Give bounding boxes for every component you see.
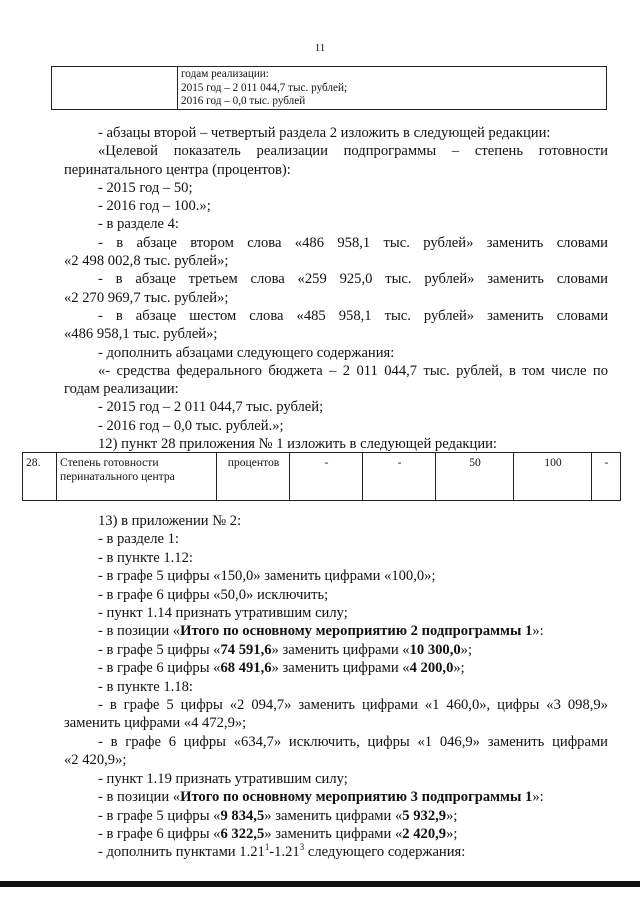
paragraph-line: 13) в приложении № 2: xyxy=(98,513,242,529)
amendments-section-2 xyxy=(64,512,608,862)
unit-cell: процентов xyxy=(217,453,290,501)
paragraph-line: - в графе 6 цифры «68 491,6» заменить цифрами «4 200,0»; xyxy=(98,660,465,677)
paragraph-line: - в абзаце шестом слова «485 958,1 тыс. рублей» заменить словами xyxy=(98,307,608,324)
paragraph-line: «- средства федерального бюджета – 2 011 044,7 тыс. рублей, в том числе по xyxy=(98,362,608,379)
paragraph-line: - в графе 5 цифры «150,0» заменить цифрами «100,0»; xyxy=(98,568,436,585)
paragraph-line: - в графе 5 цифры «2 094,7» заменить цифрами «1 460,0», цифры «3 098,9» xyxy=(98,697,608,714)
paragraph-line: - в абзаце втором слова «486 958,1 тыс. рублей» заменить словами xyxy=(98,234,608,251)
bold-text: Итого по основному мероприятию 2 подпрограммы 1 xyxy=(180,623,533,640)
paragraph-line: «2 420,9»; xyxy=(64,752,127,769)
paragraph-line: - пункт 1.14 признать утратившим силу; xyxy=(98,605,348,622)
bold-text: 4 200,0 xyxy=(409,660,454,677)
scan-edge-bar xyxy=(0,881,640,887)
paragraph-line: - 2016 год – 100.»; xyxy=(98,198,211,215)
value-cell: - xyxy=(592,453,621,501)
paragraph-line: - в разделе 1: xyxy=(98,531,179,548)
paragraph-line: - пункт 1.19 признать утратившим силу; xyxy=(98,770,348,787)
bold-text: 10 300,0 xyxy=(409,641,461,658)
paragraph-line: - в графе 6 цифры «6 322,5» заменить цифрами «2 420,9»; xyxy=(98,825,458,842)
bold-text: 9 834,5 xyxy=(220,807,265,824)
bold-text: 5 932,9 xyxy=(402,807,447,824)
paragraph-line: годам реализации: xyxy=(64,381,179,398)
paragraph-line: - в позиции «Итого по основному мероприятию 3 подпрограммы 1»: xyxy=(98,789,544,806)
table-line: 2016 год – 0,0 тыс. рублей xyxy=(181,95,306,108)
bold-text: Итого по основному мероприятию 3 подпрограммы 1 xyxy=(180,789,533,806)
value-cell: 100 xyxy=(514,453,592,501)
paragraph-line: - дополнить абзацами следующего содержания: xyxy=(98,344,395,361)
amendments-section-1 xyxy=(64,124,608,453)
value-cell: 50 xyxy=(436,453,514,501)
table-line: 2015 год – 2 011 044,7 тыс. рублей; xyxy=(181,81,348,94)
indicator-name xyxy=(57,453,217,501)
paragraph-line: - в разделе 4: xyxy=(98,216,179,233)
paragraph-line: - в пункте 1.12: xyxy=(98,549,193,566)
paragraph-line: «2 270 969,7 тыс. рублей»; xyxy=(64,289,229,306)
paragraph-line: перинатального центра (процентов): xyxy=(64,161,291,178)
paragraph-line: - в графе 5 цифры «74 591,6» заменить цифрами «10 300,0»; xyxy=(98,641,473,658)
paragraph-line: - в позиции «Итого по основному мероприятию 2 подпрограммы 1»: xyxy=(98,623,544,640)
table-row xyxy=(23,453,621,501)
indicator-name-line: перинатального центра xyxy=(60,470,175,483)
paragraph-line: - абзацы второй – четвертый раздела 2 изложить в следующей редакции: xyxy=(98,125,551,141)
paragraph-line: 12) пункт 28 приложения № 1 изложить в следующей редакции: xyxy=(98,436,497,453)
row-number: 28. xyxy=(23,453,57,501)
bold-text: 68 491,6 xyxy=(220,660,272,677)
value-cell: - xyxy=(363,453,436,501)
paragraph-line: «Целевой показатель реализации подпрограммы – степень готовности xyxy=(98,143,608,160)
indicator-name-line: Степень готовности xyxy=(60,456,159,469)
paragraph-line: «486 958,1 тыс. рублей»; xyxy=(64,326,218,343)
paragraph-line: - в графе 6 цифры «634,7» исключить, цифры «1 046,9» заменить цифрами xyxy=(98,733,608,750)
continuation-table xyxy=(51,66,607,110)
table-line: годам реализации: xyxy=(181,68,269,80)
bold-text: 6 322,5 xyxy=(220,825,265,842)
paragraph-line: - дополнить пунктами 1.21$^1$-1.21$^3$ следующего содержания: xyxy=(98,842,466,861)
paragraph-line: - в графе 6 цифры «50,0» исключить; xyxy=(98,586,329,603)
paragraph-line: «2 498 002,8 тыс. рублей»; xyxy=(64,253,229,270)
indicator-table xyxy=(22,452,621,501)
paragraph-line: - в пункте 1.18: xyxy=(98,678,193,695)
value-cell: - xyxy=(290,453,363,501)
paragraph-line: - в абзаце третьем слова «259 925,0 тыс. рублей» заменить словами xyxy=(98,271,608,288)
paragraph-line: - в графе 5 цифры «9 834,5» заменить цифрами «5 932,9»; xyxy=(98,807,458,824)
page-number: 11 xyxy=(314,42,326,54)
paragraph-line: - 2015 год – 2 011 044,7 тыс. рублей; xyxy=(98,399,324,416)
bold-text: 74 591,6 xyxy=(220,641,272,658)
table-cell-empty xyxy=(52,67,178,110)
paragraph-line: - 2015 год – 50; xyxy=(98,179,193,196)
bold-text: 2 420,9 xyxy=(402,825,447,842)
paragraph-line: - 2016 год – 0,0 тыс. рублей.»; xyxy=(98,417,284,434)
table-cell-funding xyxy=(178,67,607,110)
paragraph-line: заменить цифрами «4 472,9»; xyxy=(64,715,247,732)
